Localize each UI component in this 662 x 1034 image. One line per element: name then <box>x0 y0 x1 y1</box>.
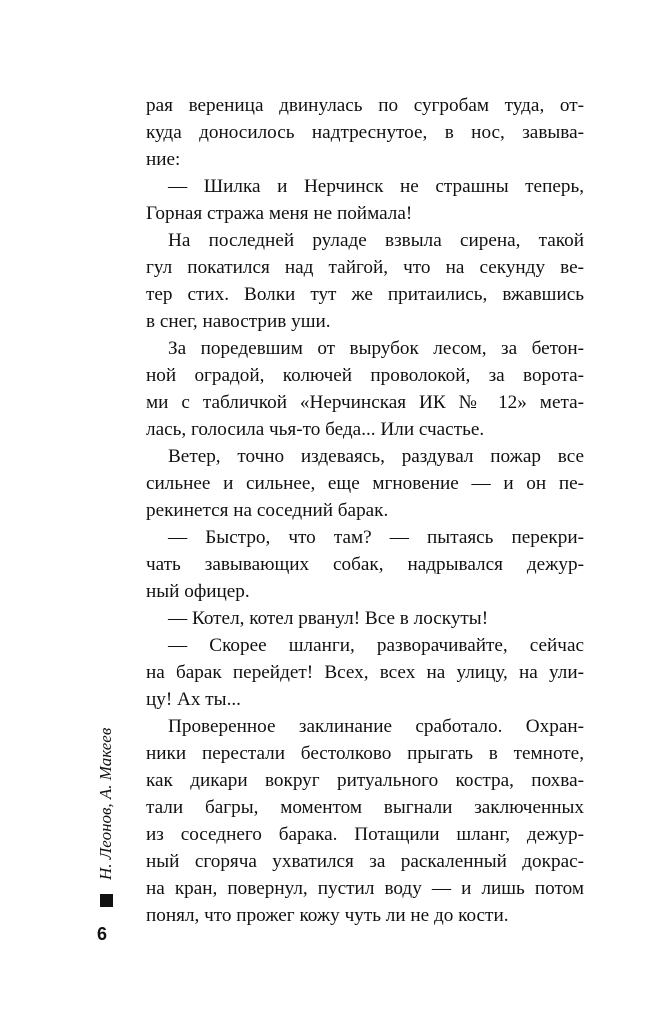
text-line: на кран, повернул, пустил воду — и лишь потом <box>146 878 584 899</box>
square-marker-icon <box>100 894 113 907</box>
body-text <box>146 92 584 929</box>
text-line: За поредевшим от вырубок лесом, за бетон- <box>168 338 584 359</box>
text-line: На последней руладе взвыла сирена, такой <box>168 230 584 251</box>
text-line: — Котел, котел рванул! Все в лоскуты! <box>168 608 489 629</box>
text-line: чать завывающих собак, надрывался дежур- <box>146 554 584 575</box>
text-line: на барак перейдет! Всех, всех на улицу, на ули- <box>146 662 584 683</box>
text-line: ный сгоряча ухватился за раскаленный докрас- <box>146 851 584 872</box>
text-line: сильнее и сильнее, еще мгновение — и он пе- <box>146 473 584 494</box>
text-line: цу! Ах ты... <box>146 689 241 710</box>
text-line: в снег, навострив уши. <box>146 311 331 332</box>
text-line: — Быстро, что там? — пытаясь перекри- <box>168 527 584 548</box>
text-line: Ветер, точно издеваясь, раздувал пожар все <box>168 446 584 467</box>
text-line: Горная стража меня не поймала! <box>146 203 413 224</box>
text-line: тали багры, моментом выгнали заключенных <box>146 797 584 818</box>
text-line: ми с табличкой «Нерчинская ИК № 12» мета- <box>146 392 584 413</box>
text-line: рекинется на соседний барак. <box>146 500 389 521</box>
text-line: куда доносилось надтреснутое, в нос, завыва- <box>146 122 584 143</box>
text-line: рая вереница двинулась по сугробам туда, от- <box>146 95 584 116</box>
running-header-author: Н. Леонов, А. Макеев <box>96 727 115 880</box>
text-line: — Шилка и Нерчинск не страшны теперь, <box>168 176 584 197</box>
text-line: как дикари вокруг ритуального костра, похва- <box>146 770 584 791</box>
page-number: 6 <box>97 924 108 944</box>
text-line: ный офицер. <box>146 581 250 602</box>
text-line: понял, что прожег кожу чуть ли не до кости. <box>146 905 509 926</box>
text-line: ники перестали бестолково прыгать в темноте, <box>146 743 584 764</box>
text-line: тер стих. Волки тут же притаились, вжавшись <box>146 284 584 305</box>
text-line: из соседнего барака. Потащили шланг, дежур- <box>146 824 584 845</box>
text-line: лась, голосила чья-то беда... Или счастье. <box>146 419 485 440</box>
text-line: ной оградой, колючей проволокой, за ворота- <box>146 365 584 386</box>
text-line: Проверенное заклинание сработало. Охран- <box>168 716 584 737</box>
text-line: ние: <box>146 149 181 170</box>
text-line: гул покатился над тайгой, что на секунду ве- <box>146 257 584 278</box>
text-line: — Скорее шланги, разворачивайте, сейчас <box>168 635 584 656</box>
